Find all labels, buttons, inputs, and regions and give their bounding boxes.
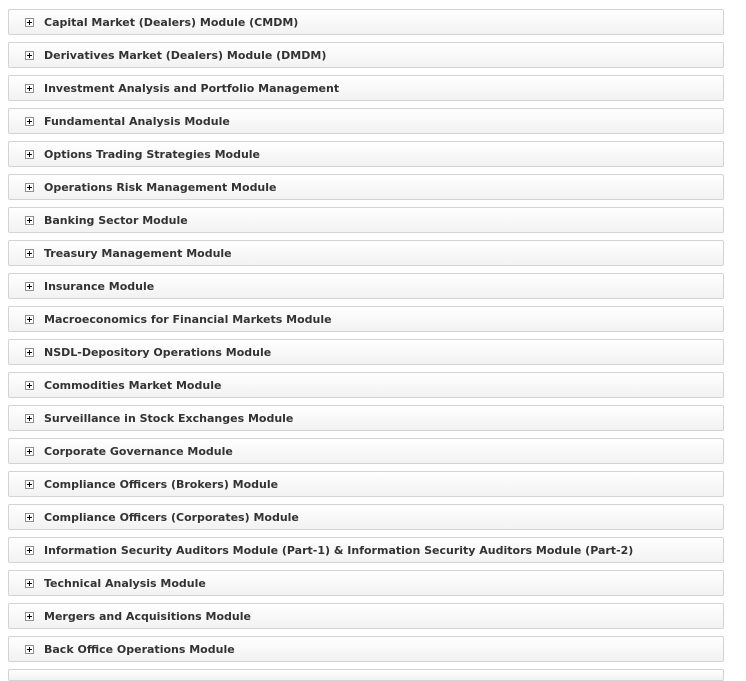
plus-icon[interactable] <box>25 513 34 522</box>
plus-icon[interactable] <box>25 282 34 291</box>
plus-icon[interactable] <box>25 447 34 456</box>
accordion-item-label: Information Security Auditors Module (Part-1) & Information Security Auditors Module (Part-2) <box>44 543 634 557</box>
accordion-item-commodities[interactable] <box>8 372 724 398</box>
accordion-item-label: Derivatives Market (Dealers) Module (DMDM) <box>44 48 327 62</box>
accordion-item-compliance-brokers[interactable] <box>8 471 724 497</box>
plus-icon[interactable] <box>25 84 34 93</box>
accordion-item-label: Capital Market (Dealers) Module (CMDM) <box>44 15 299 29</box>
plus-icon[interactable] <box>25 645 34 654</box>
plus-icon[interactable] <box>25 51 34 60</box>
accordion-item-label: Macroeconomics for Financial Markets Module <box>44 312 332 326</box>
accordion-item-compliance-corporates[interactable] <box>8 504 724 530</box>
accordion-item-label: Surveillance in Stock Exchanges Module <box>44 411 294 425</box>
accordion-item-label: Technical Analysis Module <box>44 576 206 590</box>
accordion-item-surveillance[interactable] <box>8 405 724 431</box>
accordion-item-label: Mergers and Acquisitions Module <box>44 609 251 623</box>
accordion-item-macroeconomics[interactable] <box>8 306 724 332</box>
plus-icon[interactable] <box>25 117 34 126</box>
accordion-item-label: Treasury Management Module <box>44 246 232 260</box>
accordion-item-label: NSDL-Depository Operations Module <box>44 345 272 359</box>
plus-icon[interactable] <box>25 249 34 258</box>
accordion-item-label: Banking Sector Module <box>44 213 188 227</box>
plus-icon[interactable] <box>25 150 34 159</box>
plus-icon[interactable] <box>25 315 34 324</box>
accordion-item-mergers-acquisitions[interactable] <box>8 603 724 629</box>
plus-icon[interactable] <box>25 381 34 390</box>
accordion-item-cmdm[interactable] <box>8 9 724 35</box>
accordion-item-investment-analysis[interactable] <box>8 75 724 101</box>
accordion-item-label: Investment Analysis and Portfolio Management <box>44 81 340 95</box>
accordion-item-label: Insurance Module <box>44 279 155 293</box>
plus-icon[interactable] <box>25 18 34 27</box>
accordion-item-label: Compliance Officers (Corporates) Module <box>44 510 299 524</box>
accordion-item-label: Options Trading Strategies Module <box>44 147 261 161</box>
accordion-item-cut-off[interactable] <box>8 669 724 681</box>
plus-icon[interactable] <box>25 480 34 489</box>
plus-icon[interactable] <box>25 348 34 357</box>
plus-icon[interactable] <box>25 579 34 588</box>
accordion-item-fundamental-analysis[interactable] <box>8 108 724 134</box>
accordion-item-operations-risk[interactable] <box>8 174 724 200</box>
accordion-item-label: Commodities Market Module <box>44 378 222 392</box>
accordion-item-nsdl-depository[interactable] <box>8 339 724 365</box>
accordion-item-label: Back Office Operations Module <box>44 642 235 656</box>
plus-icon[interactable] <box>25 216 34 225</box>
accordion-item-label: Corporate Governance Module <box>44 444 233 458</box>
accordion-item-options-trading[interactable] <box>8 141 724 167</box>
plus-icon[interactable] <box>25 546 34 555</box>
plus-icon[interactable] <box>25 183 34 192</box>
accordion-item-label: Compliance Officers (Brokers) Module <box>44 477 279 491</box>
module-accordion <box>8 9 724 681</box>
accordion-item-banking-sector[interactable] <box>8 207 724 233</box>
accordion-item-technical-analysis[interactable] <box>8 570 724 596</box>
plus-icon[interactable] <box>25 414 34 423</box>
accordion-item-insurance[interactable] <box>8 273 724 299</box>
accordion-item-treasury[interactable] <box>8 240 724 266</box>
plus-icon[interactable] <box>25 612 34 621</box>
accordion-item-back-office[interactable] <box>8 636 724 662</box>
accordion-item-information-security[interactable] <box>8 537 724 563</box>
accordion-item-dmdm[interactable] <box>8 42 724 68</box>
accordion-item-label: Fundamental Analysis Module <box>44 114 230 128</box>
accordion-item-corporate-governance[interactable] <box>8 438 724 464</box>
accordion-item-label: Operations Risk Management Module <box>44 180 277 194</box>
